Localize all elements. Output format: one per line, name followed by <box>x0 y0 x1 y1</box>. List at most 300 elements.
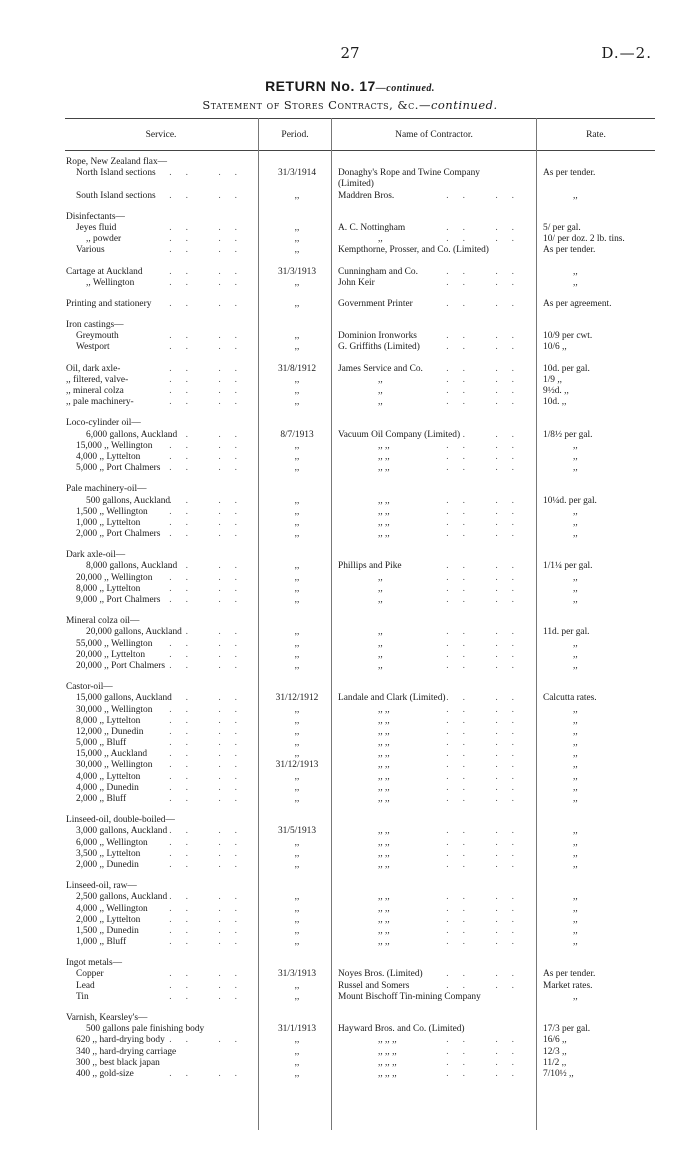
table-row <box>0 573 700 584</box>
contractor-cell <box>338 926 528 937</box>
leader-dots: .. .. <box>169 771 251 782</box>
leader-dots: .. .. <box>446 583 528 594</box>
rate-cell: ,, <box>573 782 578 793</box>
rate-cell: ,, <box>573 726 578 737</box>
period-cell: ,, <box>294 561 300 572</box>
rate-cell: ,, <box>573 529 578 540</box>
leader-dots: .. .. <box>446 331 528 342</box>
leader-dots: .. .. <box>446 749 528 760</box>
period-cell: ,, <box>294 463 300 474</box>
rate-cell: 11d. per gal. <box>543 627 590 638</box>
contractor-cell <box>338 738 528 749</box>
rate-cell: 1/1¼ per gal. <box>543 561 593 572</box>
leader-dots: .. .. <box>446 704 528 715</box>
contractor-cell <box>338 386 528 397</box>
table-row <box>0 892 700 903</box>
period-cell: ,, <box>294 506 300 517</box>
contractor-text: Dominion Ironworks <box>338 331 417 342</box>
contractor-text: Russel and Somers <box>338 980 410 991</box>
contractor-cell <box>338 937 528 948</box>
service-text: 8,000 ,, Lyttelton <box>76 583 141 594</box>
contractor-cell <box>338 915 528 926</box>
leader-dots: .. .. <box>446 222 528 233</box>
service-cell <box>66 693 251 704</box>
service-cell <box>66 849 251 860</box>
table-row <box>0 540 700 550</box>
rate-cell: ,, <box>573 826 578 837</box>
table-row <box>0 958 700 969</box>
contractor-text: ,, ,, <box>378 506 390 517</box>
service-text: 500 gallons pale finishing body <box>86 1024 205 1035</box>
rate-cell: ,, <box>573 451 578 462</box>
leader-dots: .. .. <box>446 595 528 605</box>
contractor-cell <box>338 627 528 638</box>
service-cell <box>66 661 251 672</box>
contractor-cell <box>338 860 528 871</box>
service-text: 2,000 ,, Bluff <box>76 794 127 804</box>
service-text: 30,000 ,, Wellington <box>76 760 153 771</box>
leader-dots: .. .. <box>446 794 528 804</box>
contractor-text: ,, <box>378 234 383 245</box>
period-cell: ,, <box>294 1057 300 1068</box>
service-text: 20,000 gallons, Auckland <box>86 627 182 638</box>
leader-dots: .. .. <box>446 738 528 749</box>
service-text: 3,500 ,, Lyttelton <box>76 848 141 859</box>
leader-dots: .. .. <box>169 222 251 233</box>
contractor-text: ,, <box>378 572 383 583</box>
table-row <box>0 650 700 661</box>
service-text: Disinfectants— <box>66 211 125 222</box>
contractor-text: ,, ,, <box>378 529 390 540</box>
leader-dots: .. .. <box>169 782 251 793</box>
leader-dots: .. .. <box>169 914 251 925</box>
table-row <box>0 661 700 672</box>
leader-dots: .. .. <box>446 715 528 726</box>
table-row <box>0 289 700 299</box>
leader-dots: .. .. <box>169 969 251 980</box>
service-cell <box>66 904 251 915</box>
service-cell <box>66 430 251 441</box>
table-row <box>0 1024 700 1035</box>
rate-cell: ,, <box>573 638 578 649</box>
leader-dots: .. .. <box>446 638 528 649</box>
table-row <box>0 386 700 397</box>
service-cell <box>66 915 251 926</box>
leader-dots: .. .. <box>169 363 251 374</box>
table-row <box>0 375 700 386</box>
contractor-cell <box>338 234 528 245</box>
table-row <box>0 320 700 331</box>
leader-dots: .. .. <box>446 837 528 848</box>
rate-cell: ,, <box>573 506 578 517</box>
period-cell: ,, <box>294 980 300 991</box>
service-text: Various <box>76 245 105 256</box>
service-text: Lead <box>76 980 95 991</box>
service-cell <box>66 958 251 969</box>
leader-dots: .. .. <box>169 980 251 991</box>
leader-dots: .. .. <box>446 980 528 991</box>
service-text: ,, mineral colza <box>66 386 124 396</box>
service-cell <box>66 245 251 256</box>
table-row <box>0 948 700 958</box>
contractor-cell <box>338 375 528 386</box>
leader-dots: .. .. <box>169 517 251 528</box>
period-cell: 31/3/1914 <box>277 168 317 179</box>
service-cell <box>66 168 251 179</box>
leader-dots: .. .. <box>169 749 251 760</box>
service-text <box>66 179 68 189</box>
table-row <box>0 749 700 760</box>
table-top-rule <box>65 118 655 119</box>
period-cell: ,, <box>294 903 300 914</box>
service-cell <box>66 937 251 948</box>
contractor-text: Hayward Bros. and Co. (Limited) <box>338 1024 465 1035</box>
table-row <box>0 672 700 682</box>
leader-dots: .. .. <box>169 429 251 440</box>
service-text: 300 ,, best black japan <box>76 1057 160 1068</box>
contractor-cell <box>338 749 528 760</box>
service-cell <box>66 418 251 429</box>
leader-dots: .. .. <box>169 595 251 605</box>
leader-dots: .. .. <box>169 925 251 936</box>
service-cell <box>66 650 251 661</box>
leader-dots: .. .. <box>169 386 251 396</box>
period-cell: ,, <box>294 374 300 385</box>
contractor-cell <box>338 342 528 353</box>
contractor-text: ,, ,, <box>378 440 390 451</box>
rate-cell: ,, <box>573 190 578 201</box>
contractor-cell <box>338 639 528 650</box>
rate-cell: 10/ per doz. 2 lb. tins. <box>543 234 625 245</box>
leader-dots: .. .. <box>446 892 528 903</box>
service-text: Jeyes fluid <box>76 222 117 233</box>
table-row <box>0 267 700 278</box>
service-text: 9,000 ,, Port Chalmers <box>76 595 161 605</box>
contractor-text: ,, ,, <box>378 937 390 948</box>
table-row <box>0 860 700 871</box>
contractor-text: Donaghy's Rope and Twine Company <box>338 168 480 179</box>
period-cell: ,, <box>294 595 300 605</box>
leader-dots: .. .. <box>169 903 251 914</box>
contractor-cell <box>338 727 528 738</box>
service-text: 6,000 gallons, Auckland <box>86 429 178 440</box>
leader-dots: .. .. <box>169 826 251 837</box>
service-text: Loco-cylinder oil— <box>66 418 141 429</box>
contractor-cell <box>338 705 528 716</box>
contractor-text: ,, ,, <box>378 726 390 737</box>
leader-dots: .. .. <box>169 168 251 179</box>
contractor-text: ,, <box>378 397 383 408</box>
service-cell <box>66 463 251 474</box>
service-text: 5,000 ,, Bluff <box>76 738 127 749</box>
service-cell <box>66 342 251 353</box>
service-text: South Island sections <box>76 190 156 201</box>
contractor-cell <box>338 496 528 507</box>
leader-dots: .. .. <box>446 627 528 638</box>
service-text: 20,000 ,, Lyttelton <box>76 649 146 660</box>
rate-cell: 16/6 ,, <box>543 1035 567 1046</box>
leader-dots: .. .. <box>446 693 528 704</box>
rate-cell: ,, <box>573 991 578 1002</box>
leader-dots: .. .. <box>169 1035 251 1046</box>
leader-dots: .. .. <box>446 561 528 572</box>
leader-dots: .. .. <box>446 363 528 374</box>
service-text: Greymouth <box>76 331 119 342</box>
contractor-text: ,, ,, <box>378 451 390 462</box>
service-text: 2,000 ,, Dunedin <box>76 859 139 870</box>
period-cell: ,, <box>294 937 300 948</box>
leader-dots: .. .. <box>169 715 251 726</box>
contractor-text: ,, <box>378 638 383 649</box>
service-cell <box>66 1069 251 1080</box>
service-cell <box>66 783 251 794</box>
service-text: 4,000 ,, Lyttelton <box>76 771 141 782</box>
service-text: 8,000 gallons, Auckland <box>86 561 178 572</box>
leader-dots: .. .. <box>169 245 251 256</box>
contractor-text: ,, ,, <box>378 837 390 848</box>
service-cell <box>66 278 251 289</box>
period-cell: ,, <box>294 704 300 715</box>
table-row <box>0 212 700 223</box>
period-cell: ,, <box>294 1046 300 1057</box>
leader-dots: .. .. <box>169 342 251 353</box>
title-text: RETURN No. 17 <box>265 78 376 94</box>
table-row <box>0 408 700 418</box>
period-cell: ,, <box>294 649 300 660</box>
leader-dots: .. .. <box>169 374 251 385</box>
service-text: 1,000 ,, Lyttelton <box>76 517 141 528</box>
service-cell <box>66 1058 251 1069</box>
service-cell <box>66 364 251 375</box>
contractor-cell <box>338 507 528 518</box>
table-row <box>0 871 700 881</box>
table-row <box>0 474 700 484</box>
leader-dots: .. .. <box>446 771 528 782</box>
service-text: 8,000 ,, Lyttelton <box>76 715 141 726</box>
rate-cell: 10/9 per cwt. <box>543 331 593 342</box>
contractor-text: ,, ,, <box>378 914 390 925</box>
table-row <box>0 992 700 1003</box>
period-cell: ,, <box>294 397 300 408</box>
service-cell <box>66 826 251 837</box>
table-row <box>0 849 700 860</box>
leader-dots: .. .. <box>446 726 528 737</box>
contractor-text: Landale and Clark (Limited) <box>338 693 446 704</box>
contractor-cell <box>338 529 528 540</box>
leader-dots: .. .. <box>169 277 251 288</box>
contractor-cell <box>338 772 528 783</box>
period-cell: ,, <box>294 892 300 903</box>
period-cell: 31/8/1912 <box>277 363 317 374</box>
rate-cell: ,, <box>573 771 578 782</box>
leader-dots: .. .. <box>446 517 528 528</box>
service-text: 6,000 ,, Wellington <box>76 837 148 848</box>
leader-dots: .. .. <box>169 1068 251 1079</box>
contractor-cell <box>338 1069 528 1080</box>
rate-cell: ,, <box>573 794 578 804</box>
period-cell: ,, <box>294 222 300 233</box>
rate-cell: ,, <box>573 660 578 671</box>
service-cell <box>66 772 251 783</box>
table-row <box>0 705 700 716</box>
service-cell <box>66 969 251 980</box>
subtitle-suffix: —continued. <box>418 98 498 112</box>
service-text: Pale machinery-oil— <box>66 484 147 495</box>
service-cell <box>66 299 251 310</box>
period-cell: 31/12/1913 <box>275 760 319 771</box>
leader-dots: .. .. <box>446 277 528 288</box>
service-cell <box>66 507 251 518</box>
rate-cell: ,, <box>573 583 578 594</box>
service-text: Oil, dark axle- <box>66 363 121 374</box>
service-cell <box>66 331 251 342</box>
leader-dots: .. .. <box>169 649 251 660</box>
service-cell <box>66 561 251 572</box>
contractor-text: Mount Bischoff Tin-mining Company <box>338 991 481 1002</box>
contractor-cell <box>338 168 528 179</box>
rate-cell: ,, <box>573 704 578 715</box>
service-text: 15,000 ,, Wellington <box>76 440 153 451</box>
rate-cell: ,, <box>573 572 578 583</box>
service-text: 20,000 ,, Wellington <box>76 572 153 583</box>
period-cell: ,, <box>294 738 300 749</box>
service-text: 1,000 ,, Bluff <box>76 937 127 948</box>
service-text: 620 ,, hard-drying body <box>76 1035 165 1046</box>
table-row <box>0 760 700 771</box>
rate-cell: ,, <box>573 266 578 277</box>
leader-dots: .. .. <box>446 190 528 201</box>
table-row <box>0 331 700 342</box>
table-row <box>0 484 700 495</box>
table-row <box>0 926 700 937</box>
service-cell <box>66 441 251 452</box>
table-row <box>0 157 700 168</box>
leader-dots: .. .. <box>169 266 251 277</box>
leader-dots: .. .. <box>446 440 528 451</box>
period-cell: ,, <box>294 771 300 782</box>
period-cell: ,, <box>294 331 300 342</box>
rate-cell: As per tender. <box>543 245 596 256</box>
service-cell <box>66 584 251 595</box>
leader-dots: .. .. <box>169 837 251 848</box>
period-cell: ,, <box>294 1035 300 1046</box>
rate-cell: 9½d. ,, <box>543 386 569 396</box>
table-row <box>0 430 700 441</box>
leader-dots: .. .. <box>169 234 251 245</box>
table-row <box>0 518 700 529</box>
leader-dots: .. .. <box>446 826 528 837</box>
table-row <box>0 507 700 518</box>
service-cell <box>66 860 251 871</box>
rate-cell: ,, <box>573 595 578 605</box>
rate-cell: ,, <box>573 937 578 948</box>
leader-dots: .. .. <box>446 386 528 396</box>
leader-dots: .. .. <box>446 529 528 540</box>
service-cell <box>66 397 251 408</box>
contractor-text: Kempthorne, Prosser, and Co. (Limited) <box>338 245 489 256</box>
service-cell <box>66 716 251 727</box>
contractor-text: ,, ,, <box>378 826 390 837</box>
contractor-cell <box>338 992 528 1003</box>
leader-dots: .. .. <box>169 529 251 540</box>
contractor-cell <box>338 1058 528 1069</box>
table-row <box>0 179 700 190</box>
contractor-text: ,, ,, ,, <box>378 1035 397 1046</box>
contractor-cell <box>338 573 528 584</box>
service-cell <box>66 484 251 495</box>
contractor-cell <box>338 661 528 672</box>
service-text: 1,500 ,, Dunedin <box>76 925 139 936</box>
service-text: ,, pale machinery- <box>66 397 134 408</box>
leader-dots: .. .. <box>446 1046 528 1057</box>
table-row <box>0 815 700 826</box>
leader-dots: .. .. <box>169 331 251 342</box>
leader-dots: .. .. <box>446 649 528 660</box>
rate-cell: ,, <box>573 749 578 760</box>
contractor-text: ,, ,, <box>378 715 390 726</box>
service-cell <box>66 529 251 540</box>
leader-dots: .. .. <box>169 627 251 638</box>
leader-dots: .. .. <box>446 234 528 245</box>
leader-dots: .. .. <box>446 397 528 408</box>
service-cell <box>66 749 251 760</box>
contractor-cell <box>338 783 528 794</box>
service-text: 4,000 ,, Dunedin <box>76 782 139 793</box>
leader-dots: .. .. <box>169 572 251 583</box>
table-row <box>0 496 700 507</box>
table-row <box>0 838 700 849</box>
contractor-cell <box>338 1035 528 1046</box>
service-text: Dark axle-oil— <box>66 550 126 561</box>
period-cell: ,, <box>294 638 300 649</box>
rate-cell: ,, <box>573 277 578 288</box>
rate-cell: 1/8½ per gal. <box>543 429 593 440</box>
contractor-cell <box>338 364 528 375</box>
period-cell: ,, <box>294 859 300 870</box>
leader-dots: .. .. <box>169 190 251 201</box>
contractor-cell <box>338 1024 528 1035</box>
contractor-cell <box>338 191 528 202</box>
rate-cell: ,, <box>573 760 578 771</box>
page-subtitle <box>0 98 700 112</box>
service-text: Cartage at Auckland <box>66 266 143 277</box>
contractor-cell <box>338 595 528 606</box>
leader-dots: .. .. <box>446 572 528 583</box>
document-code: D.—2. <box>601 44 652 62</box>
contractor-cell <box>338 397 528 408</box>
contractor-text: ,, ,, <box>378 794 390 804</box>
service-text: 400 ,, gold-size <box>76 1068 134 1079</box>
contractor-cell <box>338 245 528 256</box>
table-row <box>0 606 700 616</box>
rate-cell: 7/10½ ,, <box>543 1068 574 1079</box>
table-row <box>0 529 700 540</box>
table-row <box>0 682 700 693</box>
table-row <box>0 904 700 915</box>
table-row <box>0 1047 700 1058</box>
table-row <box>0 354 700 364</box>
period-cell: ,, <box>294 749 300 760</box>
leader-dots: .. .. <box>446 903 528 914</box>
page-title <box>0 78 700 94</box>
table-row <box>0 550 700 561</box>
table-row <box>0 561 700 572</box>
table-row <box>0 257 700 267</box>
service-text: 500 gallons, Auckland <box>86 495 171 506</box>
service-cell <box>66 1024 251 1035</box>
column-header-service: Service. <box>145 130 177 140</box>
service-text: 340 ,, hard-drying carriage <box>76 1046 177 1057</box>
